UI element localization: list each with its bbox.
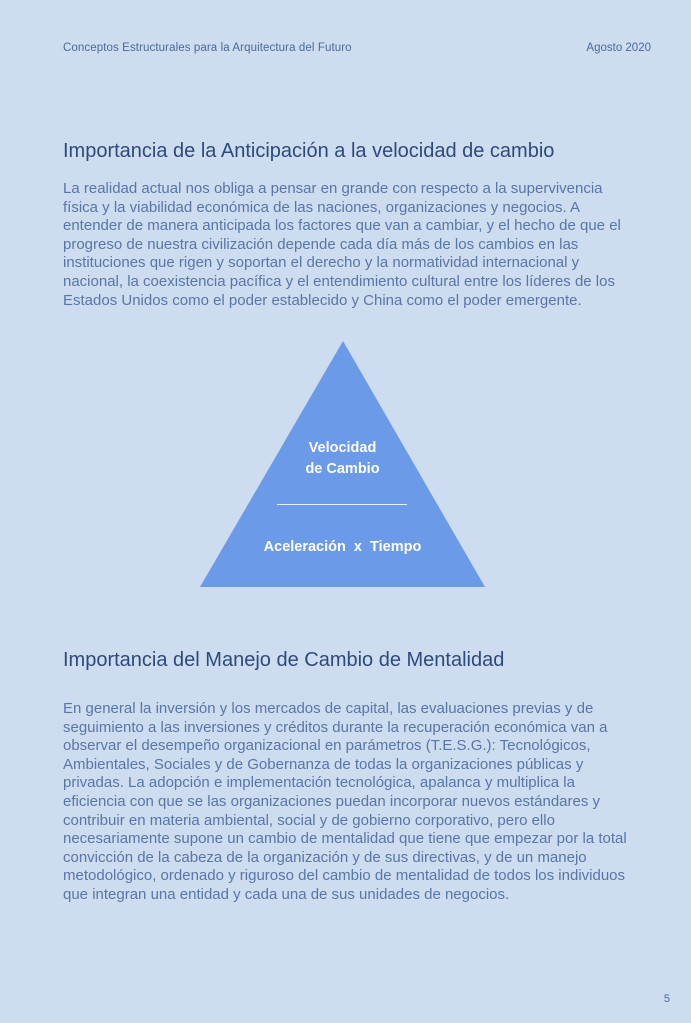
section-paragraph-mindset: En general la inversión y los mercados de capital, las evaluaciones previas y de seguimiento a las inversiones y créditos durante la recuperación económica van a observar el desempeño organizacional en parámetros (T.E.S.G.): Tecnológicos, Ambientales, Sociales y de Gobernanza de todas la organizaciones públicas y privadas. La adopción e implementación tecnológica, apalanca y multiplica la eficiencia con que se las organizaciones puedan incorporar nuevos estándares y contribuir en materia ambiental, social y de gobierno corporativo, pero ello necesariamente supone un cambio de mentalidad que tiene que empezar por la total convicción de la cabeza de la organización y de sus directivas, y de un manejo metodológico, ordenado y riguroso del cambio de mentalidad de todos los individuos que integran una entidad y cada una de sus unidades de negocios. xyxy=(63,700,627,903)
document-date: Agosto 2020 xyxy=(586,42,651,54)
speed-of-change-triangle-diagram xyxy=(200,341,485,587)
triangle-numerator-line2: de Cambio xyxy=(305,461,380,477)
fraction-divider-line xyxy=(277,504,407,505)
section-title-anticipation: Importancia de la Anticipación a la velocidad de cambio xyxy=(63,140,555,162)
triangle-numerator xyxy=(200,438,485,480)
section-paragraph-anticipation: La realidad actual nos obliga a pensar en grande con respecto a la supervivencia física y la viabilidad económica de las naciones, organizaciones y negocios. A entender de manera anticipada los factores que van a cambiar, y el hecho de que el progreso de nuestra civilización depende cada día más de los cambios en las instituciones que rigen y soportan el derecho y la normatividad internacional y nacional, la coexistencia pacífica y el entendimiento cultural entre los líderes de los Estados Unidos como el poder establecido y China como el poder emergente. xyxy=(63,180,621,309)
section-title-mindset: Importancia del Manejo de Cambio de Mentalidad xyxy=(63,649,505,671)
document-title: Conceptos Estructurales para la Arquitectura del Futuro xyxy=(63,42,352,54)
triangle-numerator-line1: Velocidad xyxy=(308,440,377,456)
triangle-denominator: Aceleración x Tiempo xyxy=(263,539,422,555)
page-number: 5 xyxy=(663,993,670,1005)
